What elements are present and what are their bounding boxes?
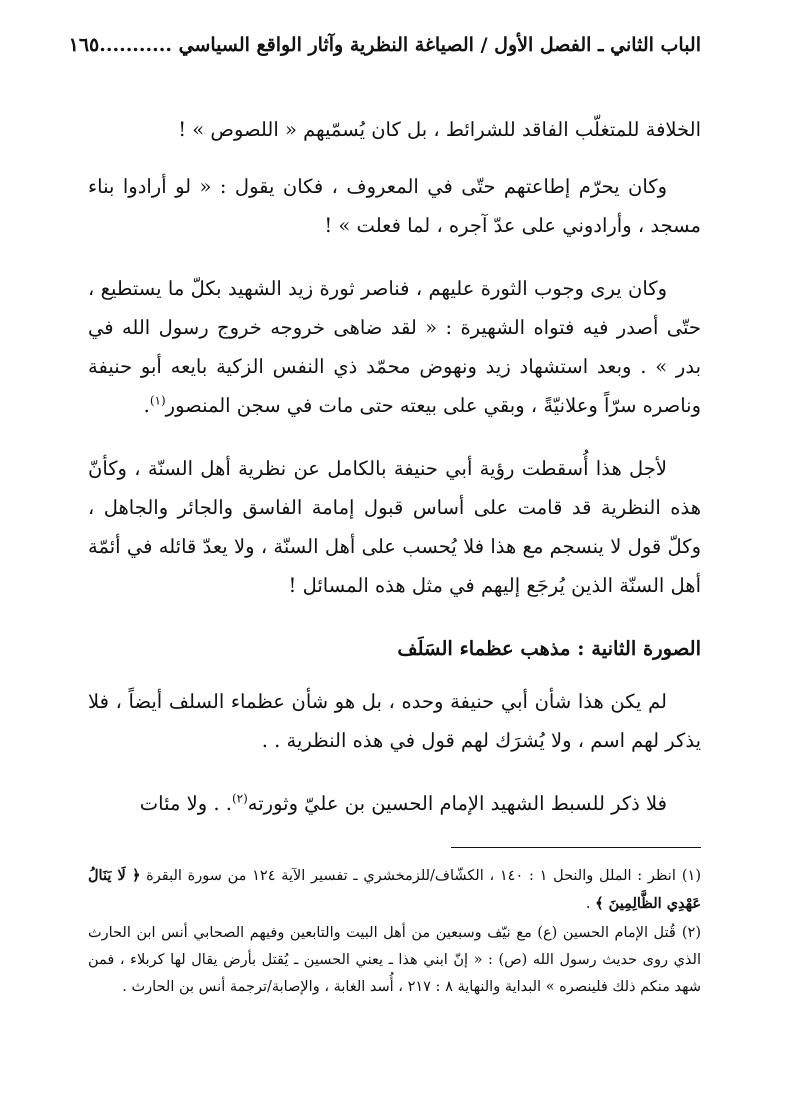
footnote-ref-2: (٢) <box>231 791 248 806</box>
footnote-2-text: قُتل الإمام الحسين (ع) مع نيّف وسبعين من أهل البيت والتابعين وفيهم الصحابي أنس ابن الحارث الذي روى حديث رسول الله (ص) : « إنّ ابني هذا ـ يعني الحسين ـ يُقتل بأرض يقال لها كربلاء ، فمن شهد منكم ذلك فلينصره » البداية والنهاية ٨ : ٢١٧ ، أُسد الغابة ، والإصابة/ترجمة أنس بن الحارث . <box>88 925 701 995</box>
main-text <box>88 110 701 823</box>
paragraph-3-end: . <box>143 394 150 417</box>
section-heading: الصورة الثانية : مذهب عظماء السَلَف <box>397 637 701 660</box>
footnote-1-number: (١) <box>681 868 701 884</box>
paragraph-6-text: فلا ذكر للسبط الشهيد الإمام الحسين بن عليّ وثورته <box>247 792 667 815</box>
paragraph-2: وكان يحرّم إطاعتهم حتّى في المعروف ، فكان يقول : « لو أرادوا بناء مسجد ، وأرادوني على عدّ آجره ، لما فعلت » ! <box>88 175 701 237</box>
running-header <box>68 30 701 60</box>
paragraph-1: الخلافة للمتغلّب الفاقد للشرائط ، بل كان يُسمّيهم « اللصوص » ! <box>178 118 701 141</box>
footnote-1-quran-verse: ﴿ لَا يَنَالُ عَهْدِي الظَّالِمِينَ ﴾ <box>88 867 701 912</box>
paragraph-5: لم يكن هذا شأن أبي حنيفة وحده ، بل هو شأن عظماء السلف أيضاً ، فلا يذكر لهم اسم ، ولا يُشرَك لهم قول في هذه النظرية . . <box>88 690 701 752</box>
footnote-1-end: . <box>585 896 591 912</box>
footnote-1 <box>88 862 701 918</box>
footnote-ref-1: (١) <box>149 393 166 408</box>
page-number: ١٦٥ <box>68 34 100 56</box>
footnote-divider <box>451 847 701 848</box>
paragraph-6-end: . . ولا مئات <box>139 792 232 815</box>
paragraph-4: لأجل هذا أُسقطت رؤية أبي حنيفة بالكامل عن نظرية أهل السنّة ، وكأنّ هذه النظرية قد قامت على أساس قبول إمامة الفاسق والجائر والجاهل ، وكلّ قول لا ينسجم مع هذا فلا يُحسب على أهل السنّة ، ولا يعدّ قائله في أئمّة أهل السنّة الذين يُرجَع إليهم في مثل هذه المسائل ! <box>88 457 701 597</box>
footnote-1-text: انظر : الملل والنحل ١ : ١٤٠ ، الكشّاف/للزمخشري ـ تفسير الآية ١٢٤ من سورة البقرة <box>146 868 676 884</box>
paragraph-6 <box>88 784 701 823</box>
footnotes <box>88 862 701 1001</box>
paragraph-3-text: وكان يرى وجوب الثورة عليهم ، فناصر ثورة زيد الشهيد بكلّ ما يستطيع ، حتّى أصدر فيه فتواه الشهيرة : « لقد ضاهى خروجه خروج رسول الله في بدر » . وبعد استشهاد زيد ونهوض محمّد ذي النفس الزكية بايعه أبو حنيفة وناصره سرّاً وعلانيّةً ، وبقي على بيعته حتى مات في سجن المنصور <box>88 277 701 417</box>
running-title: الباب الثاني ـ الفصل الأول / الصياغة النظرية وآثار الواقع السياسي ........... <box>99 34 701 56</box>
footnote-2 <box>88 920 701 1001</box>
footnote-2-number: (٢) <box>681 925 701 941</box>
paragraph-3 <box>88 269 701 425</box>
